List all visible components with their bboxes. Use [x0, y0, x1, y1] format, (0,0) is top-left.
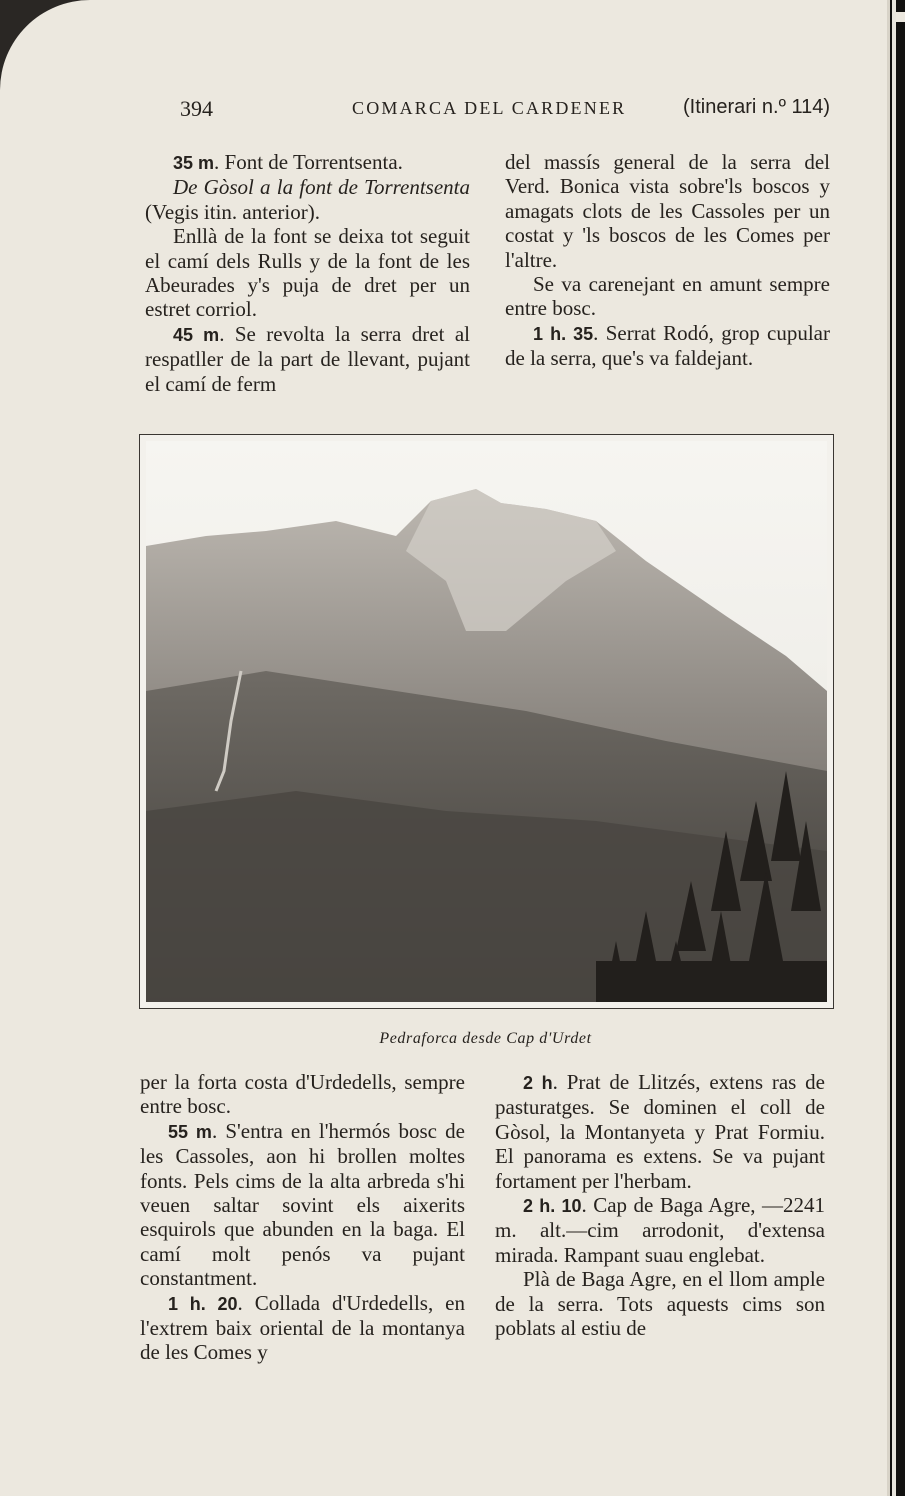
- paragraph-text: per la forta costa d'Urdedells, sempre entre bosc.: [140, 1070, 465, 1119]
- time-marker: 55 m: [168, 1121, 212, 1142]
- paragraph-text: . Serrat Rodó, grop cupular de la serra, que's va faldejant.: [505, 320, 830, 371]
- next-page-edge: [892, 0, 896, 1496]
- route-title: De Gòsol a la font de Torrentsenta: [173, 175, 470, 200]
- time-marker: 1 h. 35: [533, 323, 594, 344]
- paragraph-text: . Se revolta la serra dret al respatller de la part de llevant, pujant el camí de ferm: [145, 321, 470, 396]
- paragraph: [145, 224, 470, 322]
- paragraph-text: . Prat de Llitzés, extens ras de pasturatges. Se dominen el coll de Gòsol, la Montanyeta y Prat Formiu. El panorama es extens. Se va pujant fortament per l'herbam.: [495, 1070, 826, 1193]
- paragraph-text: del massís general de la serra del Verd. Bonica vista sobre'ls boscos y amagats clots de les Cassoles per un costat y 'ls boscos de les Comes per l'altre.: [505, 150, 830, 272]
- paragraph: [505, 150, 830, 272]
- paragraph-text: . Cap de Baga Agre, —2241 m. alt.—cim arrodonit, d'extensa mirada. Rampant suau englebat.: [495, 1193, 826, 1267]
- paragraph: [495, 1267, 825, 1340]
- paragraph: [140, 1070, 465, 1119]
- figure-caption: Pedraforca desde Cap d'Urdet: [379, 1030, 592, 1047]
- itinerary-label: (Itinerari n.º 114): [683, 96, 830, 118]
- running-title: COMARCA DEL CARDENER: [352, 98, 627, 118]
- paragraph-text: (Vegis itin. anterior).: [145, 199, 320, 224]
- paragraph: [140, 1119, 465, 1291]
- paragraph: [505, 272, 830, 321]
- time-marker: 2 h. 10: [523, 1196, 582, 1217]
- text-column-top-right: [505, 150, 830, 371]
- book-edge-strip: [890, 0, 905, 1496]
- time-marker: 45 m: [173, 324, 220, 345]
- time-marker: 2 h: [523, 1073, 553, 1093]
- photo-figure: [139, 434, 834, 1009]
- mountain-photo: [146, 441, 827, 1002]
- text-column-bottom-left: [140, 1070, 465, 1365]
- paragraph-text: . Collada d'Urdedells, en l'extrem baix oriental de la montanya de les Comes y: [140, 1290, 465, 1365]
- paragraph: [145, 175, 470, 224]
- paragraph-text: Enllà de la font se deixa tot seguit el camí dels Rulls y de la font de les Abeurades y's puja de dret per un estret corriol.: [145, 224, 470, 322]
- paragraph: [145, 322, 470, 396]
- paragraph-text: . Font de Torrentsenta.: [214, 150, 403, 174]
- paragraph: [145, 150, 470, 175]
- time-marker: 1 h. 20: [168, 1293, 238, 1314]
- page-header: [180, 96, 830, 122]
- paragraph: [505, 321, 830, 371]
- edge-tab: [896, 12, 905, 22]
- paragraph-text: . S'entra en l'hermós bosc de les Cassoles, aon hi brollen moltes fonts. Pels cims de la alta arbreda s'hi veuen saltar sovint els aixerits esquirols que abunden en la baga. El camí molt penós va pujant constantment.: [140, 1118, 465, 1291]
- paragraph: [140, 1291, 465, 1365]
- page-number: 394: [180, 96, 213, 121]
- text-column-top-left: [145, 150, 470, 396]
- paragraph-text: Plà de Baga Agre, en el llom ample de la serra. Tots aquests cims son poblats al estiu de: [495, 1267, 825, 1341]
- paragraph: [495, 1193, 825, 1267]
- paragraph-text: Se va carenejant en amunt sempre entre bosc.: [505, 272, 830, 321]
- text-column-bottom-right: [495, 1070, 825, 1340]
- paragraph: [495, 1070, 825, 1193]
- time-marker: 35 m: [173, 153, 215, 173]
